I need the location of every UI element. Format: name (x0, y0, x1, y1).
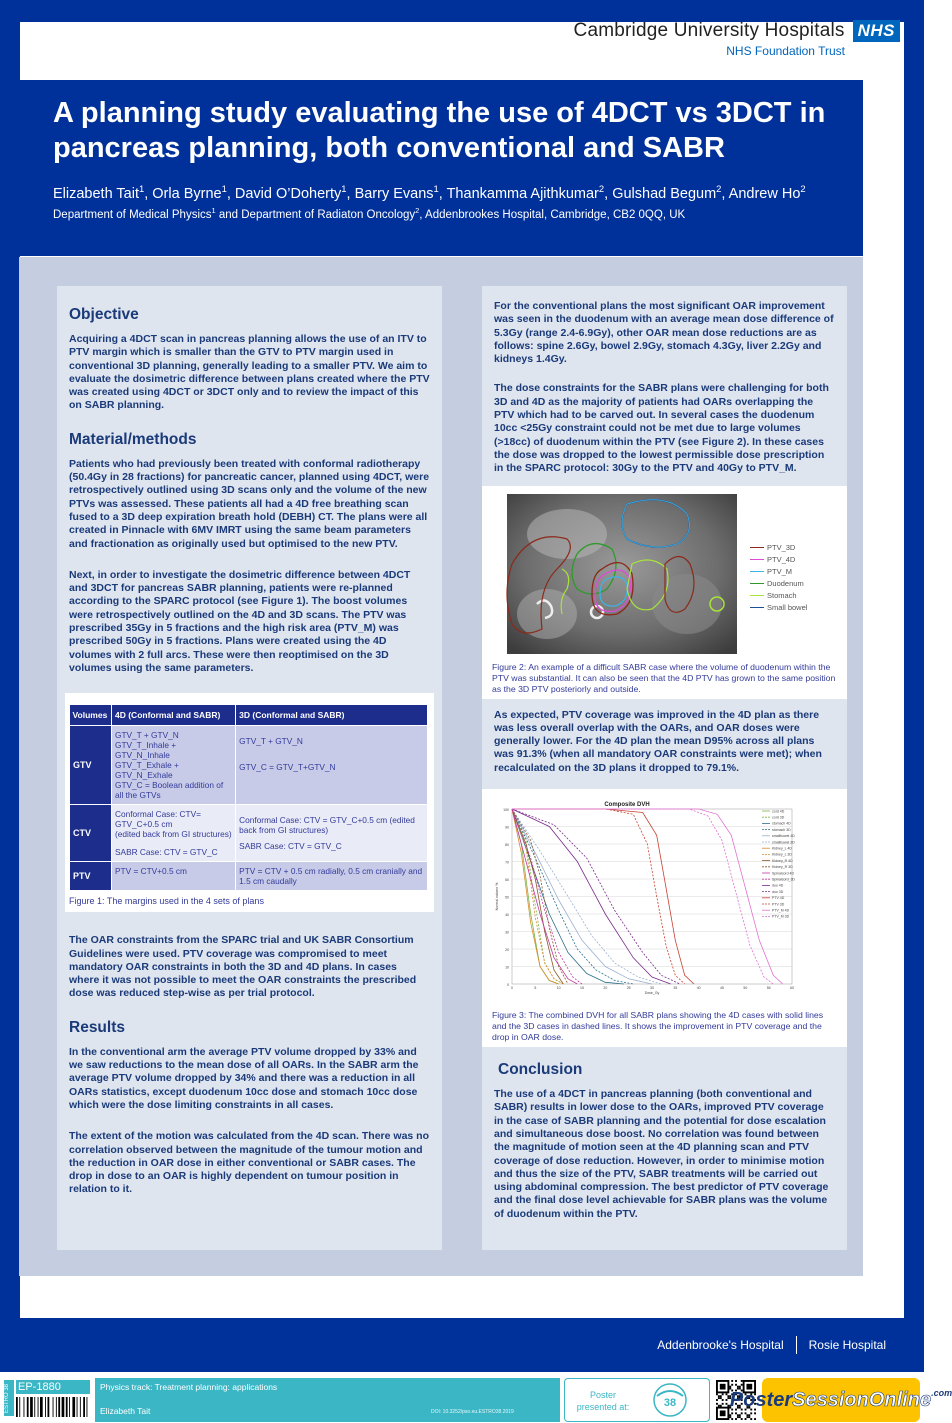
qr-module (754, 1412, 756, 1414)
author-separator: , (721, 185, 729, 202)
x-tick-label: 10 (556, 986, 561, 991)
affil-address: , Addenbrookes Hospital, Cambridge, CB2 0QQ, UK (419, 208, 686, 221)
qr-module (735, 1418, 737, 1420)
objective-heading: Objective (69, 306, 139, 323)
results-paragraph-2: The extent of the motion was calculated from the 4D scan. There was no correlation observed between the magnitude of the tumour motion and the reduction in OAR dose in either conventional or SABR cases. The drop in dose to an OAR is highly dependent on tumour position in relation to it. (69, 1130, 429, 1196)
col-header-4d: 4D (Conformal and SABR) (112, 705, 236, 726)
estro-number: 38 (663, 1397, 677, 1409)
barcode-bar (56, 1397, 57, 1417)
legend-label: PTV_M 4D (772, 908, 790, 913)
poster-presented-box (564, 1378, 710, 1422)
qr-module (735, 1384, 737, 1386)
margins-table (69, 705, 428, 891)
legend-swatch (750, 559, 764, 560)
author-separator: , (438, 185, 447, 202)
qr-module (729, 1386, 731, 1388)
cell-line: GTV_C = Boolean addition of all the GTVs (115, 780, 224, 801)
hospital-addenbrookes: Addenbrooke's Hospital (657, 1338, 784, 1352)
y-axis-label: Normal volume % (495, 882, 499, 911)
barcode-bar (69, 1397, 70, 1417)
affil-medical-physics: Department of Medical Physics (53, 208, 212, 221)
qr-module (716, 1399, 718, 1401)
author-sup: 1 (433, 183, 439, 194)
col-header-3d: 3D (Conformal and SABR) (236, 705, 428, 726)
qr-module (716, 1393, 718, 1395)
oar-constraints-text: The OAR constraints from the SPARC trial and UK SABR Consortium Guidelines were used. PTV coverage was compromised to meet mandatory OAR constraints in both the 3D and 4D plans. In cases where it was not possible to meet the OAR constraints the prescribed dose was reduced step-wise as per trial protocol. (69, 934, 417, 1000)
qr-module (735, 1412, 737, 1414)
pso-poster: Poster (729, 1388, 793, 1411)
author-sup: 2 (800, 183, 806, 194)
legend-label: cord 3D (772, 815, 785, 820)
qr-module (741, 1380, 743, 1382)
x-tick-label: 30 (650, 986, 654, 991)
qr-module (739, 1414, 741, 1416)
legend-label: duo 3D (772, 889, 784, 894)
legend-label: PTV 4D (772, 896, 785, 901)
legend-item (750, 578, 807, 590)
y-tick-label: 0 (507, 983, 509, 988)
qr-module (718, 1405, 720, 1407)
cell-line: Conformal Case: CTV= GTV_C+0.5 cm (115, 809, 201, 830)
author-name: Barry Evans (354, 185, 434, 202)
qr-module (720, 1384, 726, 1390)
track-label: Physics track: Treatment planning: applications (100, 1382, 278, 1392)
qr-module (720, 1395, 722, 1397)
author-name: David O’Doherty (234, 185, 342, 202)
legend-label: PTV_M 3D (772, 914, 790, 919)
results-heading: Results (69, 1018, 125, 1036)
poster-title: A planning study evaluating the use of 4DCT vs 3DCT in pancreas planning, both conventional and SABR (53, 97, 826, 164)
barcode-bar (83, 1397, 85, 1417)
qr-module (754, 1418, 756, 1420)
estro-vertical-tag: ESTRO 38 (4, 1380, 14, 1416)
figure3 (482, 789, 847, 1047)
conventional-results-text: For the conventional plans the most significant OAR improvement was seen in the duodenum with an average mean dose difference of 5.3Gy (range 2.4-6.9Gy), other OAR mean dose reductions are as follows: spine 2.6Gy, bowel 2.9Gy, stomach 4.3Gy, liver 2.2Gy and kidneys 1.4Gy. (494, 300, 834, 366)
legend-label: Small bowel (767, 603, 808, 613)
qr-module (731, 1418, 733, 1420)
x-tick-label: 25 (626, 986, 631, 991)
qr-module (741, 1418, 743, 1420)
methods-paragraph-2: Next, in order to investigate the dosimetric difference between 4DCT and 3DCT for pancreas SABR planning, patients were re-planned according to the SPARC protocol (see Figure 1). The boost volumes were retrospectively outlined on the 4D and 3D scans. The PTV was prescribed 35Gy in 5 fractions and the high risk area (PTV_M) was prescribed 50Gy in 5 fractions. Plans were created using the 4D volumes with 2 full arcs. These were then reoptimised on the 3D volumes using the same parameters. (69, 568, 411, 674)
left-column (57, 286, 442, 1250)
qr-module (720, 1405, 722, 1407)
figure1-caption: Figure 1: The margins used in the 4 sets of plans (69, 896, 264, 907)
y-tick-label: 30 (505, 930, 509, 935)
author-separator: , (346, 185, 355, 202)
legend-label: smallbowel 4D (772, 834, 795, 839)
cell-line: GTV_T_Inhale + GTV_N_Inhale (115, 740, 177, 761)
chart-title: Composite DVH (604, 802, 650, 809)
legend-label: Duodenum (767, 579, 804, 589)
legend-swatch (750, 547, 764, 548)
hospital-divider (796, 1336, 797, 1354)
legend-label: Spinalcord 4D (772, 871, 794, 876)
nhs-badge: NHS (853, 20, 900, 42)
poster-presented-label: Poster presented at: (576, 1390, 630, 1412)
author-sup: 2 (716, 183, 722, 194)
figure2 (482, 486, 847, 699)
methods-paragraph-1: Patients who had previously been treated with conformal radiotherapy (50.4Gy in 28 fractions) for pancreatic cancer, planned using 4DCT, were retrospectively outlined using 3D scans only and the volume of the new PTVs was assessed. These patients all had a 4D free breathing scan fused to a 3D deep expiration breath hold (DEBH) CT. The plans were all created in Pinnacle with 6MV IMRT using the same beam parameters and fractionation as originally used but optimised to the new PTV. (69, 457, 430, 550)
qr-module (729, 1416, 731, 1418)
cell-ctv-4d (112, 805, 236, 862)
legend-item (750, 554, 807, 566)
figure2-legend (750, 542, 807, 614)
right-column (482, 286, 847, 1250)
cell-line: GTV_C = GTV_T+GTV_N (239, 762, 336, 773)
legend-item (750, 542, 807, 554)
qr-module (737, 1414, 739, 1416)
legend-swatch (750, 571, 764, 572)
x-tick-label: 50 (743, 986, 748, 991)
barcode-bar (38, 1397, 39, 1417)
qr-module (716, 1403, 718, 1405)
author-sup: 1 (341, 183, 347, 194)
col-header-volumes: Volumes (70, 705, 112, 726)
legend-item (750, 566, 807, 578)
barcode-bar (72, 1397, 75, 1417)
cell-line: SABR Case: CTV = GTV_C (115, 847, 218, 858)
barcode-bar (87, 1397, 88, 1417)
qr-module (726, 1399, 728, 1401)
legend-label: PTV_4D (767, 555, 796, 565)
barcode-bar (48, 1397, 50, 1417)
legend-label: Spinalcord_3D (772, 877, 795, 882)
row-label-ctv: CTV (70, 805, 112, 862)
track-box (95, 1378, 560, 1422)
coverage-results-text: As expected, PTV coverage was improved in the 4D plan as there was less overall overlap with the OARs, and OAR doses were generally lower. For the 4D plan the mean D95% across all plans was 91.3% (when all mandatory OAR constraints were met); when recalculated on the 3D plans it dropped to 79.1%. (494, 708, 822, 774)
legend-label: stomach 4D (772, 821, 791, 826)
legend-swatch (750, 607, 764, 608)
barcode-bar (62, 1397, 65, 1417)
conclusion-heading: Conclusion (498, 1061, 583, 1079)
x-tick-label: 55 (766, 986, 771, 991)
qr-module (718, 1397, 720, 1399)
conclusion-text: The use of a 4DCT in pancreas planning (both conventional and SABR) results in lower dose to the OARs, improved PTV coverage in the case of SABR planning and the potential for dose escalation and simultaneous dose boost. No correlation was found between the magnitude of motion seen at the 4D planning scan and PTV coverage of dose reduction. However, in order to minimise motion and thus the size of the PTV, SABR treatments will be carried out using abdominal compression. The best predictor of PTV coverage and the final dose level achievable for SABR plans was the volume of duodenum within the PTV. (494, 1088, 829, 1220)
qr-module (731, 1380, 733, 1382)
author-name: Orla Byrne (152, 185, 222, 202)
affil-sup-1: 1 (211, 205, 216, 215)
barcode-bar (34, 1397, 35, 1417)
qr-module (718, 1395, 720, 1397)
cell-line: GTV_T_Exhale + GTV_N_Exhale (115, 760, 179, 781)
barcode-bar (16, 1397, 18, 1417)
barcode-bar (58, 1397, 60, 1417)
row-label-ptv: PTV (70, 862, 112, 891)
author-name: Andrew Ho (728, 185, 801, 202)
affiliations (53, 206, 829, 221)
ep-code: EP-1880 (16, 1380, 90, 1394)
row-label-gtv: GTV (70, 726, 112, 805)
legend-label: Kidney_L 3D (772, 852, 792, 857)
poster-session-online-logo[interactable] (729, 1378, 952, 1422)
x-tick-label: 40 (696, 986, 701, 991)
y-tick-label: 90 (505, 825, 509, 830)
author-list (53, 180, 829, 203)
barcode-bar (27, 1397, 29, 1417)
qr-module (720, 1397, 722, 1399)
cell-ptv-4d: PTV = CTV+0.5 cm (112, 862, 236, 891)
title-band (19, 80, 863, 256)
author-sup: 1 (221, 183, 227, 194)
methods-heading: Material/methods (69, 430, 197, 448)
x-tick-label: 0 (511, 986, 513, 991)
presenter-name: Elizabeth Tait (100, 1406, 151, 1416)
doi-text: DOI: 10.3252/pso.eu.ESTRO38.2019 (431, 1409, 514, 1415)
barcode-bar (19, 1397, 20, 1417)
cell-line: GTV_T + GTV_N (115, 730, 179, 741)
author-separator: , (144, 185, 153, 202)
legend-label: cord 4D (772, 809, 785, 814)
pso-session: SessionOnline (792, 1388, 932, 1411)
qr-module (750, 1412, 752, 1414)
qr-module (731, 1412, 733, 1414)
x-tick-label: 15 (580, 986, 584, 991)
legend-label: Stomach (767, 591, 797, 601)
qr-module (737, 1416, 739, 1418)
barcode-bar (80, 1397, 81, 1417)
affil-sup-2: 2 (415, 205, 420, 215)
cell-line: SABR Case: CTV = GTV_C (239, 841, 342, 852)
qr-module (746, 1414, 748, 1416)
footer (0, 1372, 952, 1423)
qr-module (731, 1384, 733, 1386)
author-separator: , (604, 185, 613, 202)
qr-module (741, 1384, 743, 1386)
x-tick-label: 45 (720, 986, 724, 991)
qr-module (722, 1403, 724, 1405)
cell-gtv-3d (236, 726, 428, 805)
x-tick-label: 20 (603, 986, 608, 991)
legend-swatch (750, 595, 764, 596)
qr-module (748, 1414, 750, 1416)
qr-module (720, 1410, 726, 1416)
qr-module (739, 1416, 741, 1418)
y-tick-label: 20 (505, 948, 509, 953)
hospital-bar (657, 1336, 886, 1354)
x-tick-label: 35 (673, 986, 678, 991)
cell-line: (edited back from GI structures) (115, 829, 232, 840)
legend-swatch (750, 583, 764, 584)
logo-trust: NHS Foundation Trust (726, 44, 845, 58)
composite-dvh-chart (492, 797, 835, 1002)
table-row (70, 862, 428, 891)
y-tick-label: 60 (505, 878, 509, 883)
legend-label: Kidney_L 4D (772, 846, 792, 851)
x-axis-label: Dose_Gy (644, 991, 660, 996)
ct-scan-image (507, 494, 737, 654)
barcode-bar (30, 1397, 33, 1417)
barcode-bar (45, 1397, 46, 1417)
hospital-logo (574, 20, 900, 58)
qr-module (737, 1386, 739, 1388)
y-tick-label: 10 (505, 965, 509, 970)
qr-module (739, 1386, 741, 1388)
legend-item (750, 590, 807, 602)
legend-label: PTV_3D (767, 543, 796, 553)
legend-label: PTV_M (767, 567, 793, 577)
y-tick-label: 70 (505, 860, 509, 865)
x-tick-label: 5 (534, 986, 537, 991)
author-separator: , (226, 185, 235, 202)
qr-module (726, 1403, 728, 1405)
y-tick-label: 80 (505, 843, 509, 848)
qr-module (750, 1418, 752, 1420)
logo-name: Cambridge University Hospitals (573, 20, 845, 41)
affil-oncology: and Department of Radiaton Oncology (215, 208, 416, 221)
qr-module (726, 1393, 728, 1395)
legend-label: stomach 3D (772, 827, 791, 832)
qr-module (722, 1399, 724, 1401)
estro-logo-icon (643, 1382, 697, 1418)
qr-module (729, 1414, 731, 1416)
barcode-bar (66, 1397, 68, 1417)
objective-text: Acquiring a 4DCT scan in pancreas planning allows the use of an ITV to PTV margin which is smaller than the GTV to PTV margin used in conventional 3D planning, generally leading to a smaller PTV. We aim to evaluate the dosimetric difference between plans created where the PTV was created using 4DCT or 3DCT only and to review the impact of this on SABR planning. (69, 333, 430, 412)
sabr-constraints-text: The dose constraints for the SABR plans were challenging for both 3D and 4D as the majority of patients had OARs overlapping the PTV which had to be carved out. In several cases the duodenum 10cc <25Gy constraint could not be met due to large volumes (>18cc) of duodenum within the PTV (see Figure 2). In these cases the dose was dropped to the lowest permissible dose prescription in the SPARC protocol: 30Gy to the PTV and 40Gy to PTV_M. (494, 382, 829, 475)
qr-module (745, 1412, 747, 1414)
legend-item (750, 602, 807, 614)
cell-line: GTV_T + GTV_N (239, 736, 303, 747)
author-name: Thankamma Ajithkumar (446, 185, 599, 202)
cell-ctv-3d (236, 805, 428, 862)
cell-gtv-4d (112, 726, 236, 805)
cell-line: Conformal Case: CTV = GTV_C+0.5 cm (edited back from GI structures) (239, 815, 415, 836)
barcode-bar (77, 1397, 78, 1417)
qr-module (745, 1418, 747, 1420)
figure2-caption: Figure 2: An example of a difficult SABR case where the volume of duodenum within the PTV was substantial. It can also be seen that the 4D PTV has grown to the same position as the 3D PTV posteriorly and outside. (492, 661, 836, 694)
hospital-rosie: Rosie Hospital (808, 1338, 886, 1352)
barcode-bar (40, 1397, 43, 1417)
qr-module (741, 1412, 743, 1414)
x-tick-label: 60 (790, 986, 794, 991)
table-row (70, 726, 428, 805)
y-tick-label: 40 (505, 913, 509, 918)
author-sup: 1 (138, 183, 145, 194)
y-tick-label: 50 (505, 895, 509, 900)
qr-module (746, 1416, 748, 1418)
legend-label: PTV 3D (772, 902, 785, 907)
barcode-bar (53, 1397, 54, 1417)
legend-label: Kidney_R 3D (772, 865, 793, 870)
qr-module (735, 1380, 737, 1382)
barcode-icon (16, 1397, 90, 1417)
author-name: Gulshad Begum (612, 185, 717, 202)
y-tick-label: 100 (503, 808, 509, 813)
author-name: Elizabeth Tait (53, 185, 139, 202)
margins-table-figure (65, 693, 434, 912)
cell-ptv-3d: PTV = CTV + 0.5 cm radially, 0.5 cm cranially and 1.5 cm caudally (236, 862, 428, 891)
results-paragraph-1: In the conventional arm the average PTV volume dropped by 33% and we saw reductions to the mean dose of all OARs. In the SABR arm the average PTV volume dropped by 34% and there was a reduction in all OARs statistics, except duodenum 10cc dose and stomach 10cc dose which were the dose limiting constraints in all cases. (69, 1045, 419, 1111)
legend-label: Kidney_R 4D (772, 858, 793, 863)
author-sup: 2 (598, 183, 605, 194)
qr-module (722, 1393, 724, 1395)
legend-label: smallbowel 3D (772, 840, 795, 845)
qr-module (748, 1416, 750, 1418)
table-row (70, 805, 428, 862)
legend-label: duo 4D (772, 883, 784, 888)
barcode-bar (24, 1397, 25, 1417)
figure3-caption: Figure 3: The combined DVH for all SABR plans showing the 4D cases with solid lines and the 3D cases in dashed lines. It shows the improvement in PTV coverage and the drop in OAR dose. (492, 1010, 824, 1043)
pso-com: .com (931, 1388, 952, 1398)
